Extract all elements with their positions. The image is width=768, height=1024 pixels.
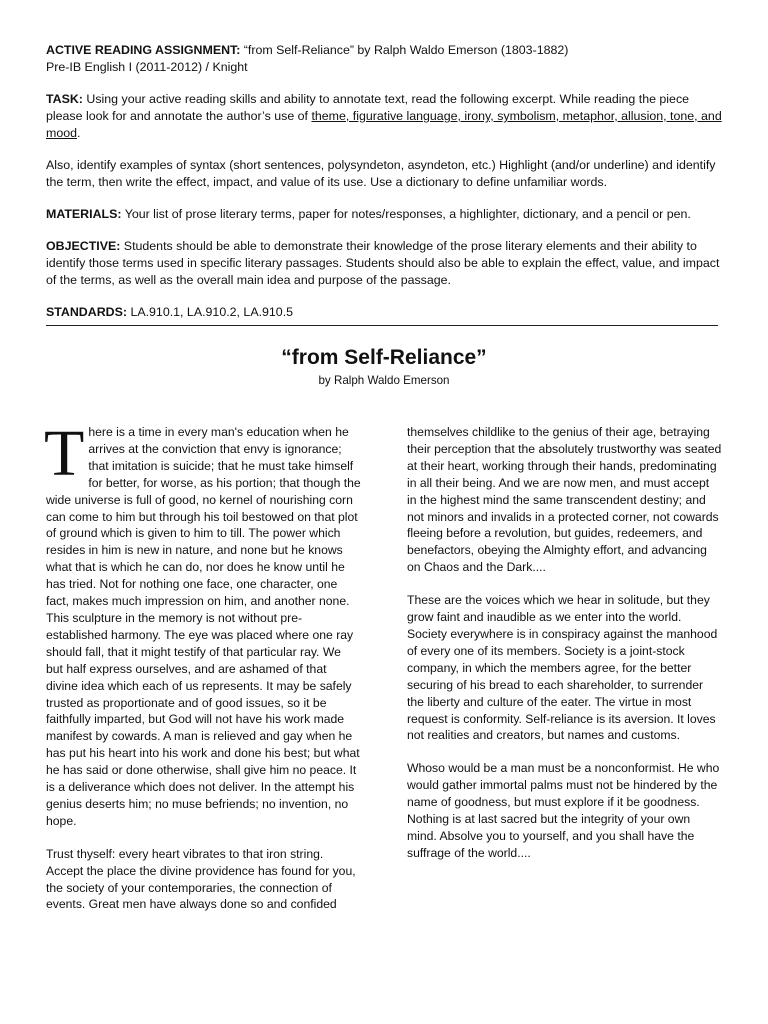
materials-label: MATERIALS: xyxy=(46,207,122,221)
essay-paragraph-1-text: here is a time in every man's education when he arrives at the conviction that envy is ignorance; that imitation is suicide; that he must take himself for better, for worse, as his portion; that though the wide universe is full of good, no kernel of nourishing corn can come to him but through his toil bestowed on that plot of ground which is given to him to till. The power which resides in him is new in nature, and none but he knows what that is which he can do, nor does he know until he has tried. Not for nothing one face, one character, one fact, makes much impression on him, and another none. This sculpture in the memory is not without pre-established harmony. The eye was placed where one ray should fall, that it might testify of that particular ray. We but half express ourselves, and are ashamed of that divine idea which each of us represents. It may be safely trusted as proportionate and of good issues, so it be faithfully imparted, but God will not have his work made manifest by cowards. A man is relieved and gay when he has put his heart into his work and done his best; but what he has said or done otherwise, shall give him no peace. It is a deliverance which does not deliver. In the attempt his genius deserts him; no muse befriends; no invention, no hope. xyxy=(46,425,361,828)
materials-paragraph xyxy=(46,206,722,223)
essay-paragraph-2: Trust thyself: every heart vibrates to that iron string. Accept the place the divine providence has found for you, the society of your contemporaries, the connection of events. Great men have always done so and confided xyxy=(46,846,356,912)
essay-byline: by Ralph Waldo Emerson xyxy=(318,374,450,387)
materials-text: Your list of prose literary terms, paper for notes/responses, a highlighter, dictionary, and a pencil or pen. xyxy=(121,207,691,221)
syntax-paragraph: Also, identify examples of syntax (short sentences, polysyndeton, asyndeton, etc.) Highlight (and/or underline) and identify the term, then write the effect, impact, and value of its use. Use a dictionary to define unfamiliar words. xyxy=(46,158,716,189)
standards-paragraph xyxy=(46,304,722,321)
standards-label: STANDARDS: xyxy=(46,305,127,319)
assignment-title: “from Self-Reliance” by Ralph Waldo Emerson (1803-1882) xyxy=(240,43,569,57)
essay-paragraph-3: themselves childlike to the genius of their age, betraying their perception that the absolutely trustworthy was seated at their heart, working through their hands, predominating in all their being. And we are now men, and must accept in the highest mind the same transcendent destiny; and not minors and invalids in a protected corner, not cowards fleeing before a revolution, but guides, redeemers, and benefactors, obeying the Almighty effort, and advancing on Chaos and the Dark.... xyxy=(407,425,722,575)
task-label: TASK: xyxy=(46,92,83,106)
course-line: Pre-IB English I (2011-2012) / Knight xyxy=(46,60,248,74)
essay-paragraph-5: Whoso would be a man must be a nonconformist. He who would gather immortal palms must not be hindered by the name of goodness, but must explore if it be goodness. Nothing is at last sacred but the integrity of your own mind. Absolve you to yourself, and you shall have the suffrage of the world.... xyxy=(407,761,720,860)
drop-cap: T xyxy=(44,417,85,490)
task-text: Using your active reading skills and ability to annotate text, read the following excerpt. While reading the piece please look for and annotate the author’s use of xyxy=(46,92,690,123)
section-divider xyxy=(46,324,718,326)
essay-columns xyxy=(44,417,722,929)
objective-text: Students should be able to demonstrate their knowledge of the prose literary elements and their ability to identify those terms used in specific literary passages. Students should also be able to explain the effect, value, and impact of the terms, as well as the overall main idea and purpose of the passage. xyxy=(46,239,720,287)
task-paragraph xyxy=(46,91,722,142)
essay-column-left xyxy=(44,417,361,929)
essay-column-right xyxy=(407,424,722,929)
assignment-label: ACTIVE READING ASSIGNMENT: xyxy=(46,43,241,57)
essay-paragraph-4: These are the voices which we hear in solitude, but they grow faint and inaudible as we enter into the world. Society everywhere is in conspiracy against the manhood of every one of its members. Society is a joint-stock company, in which the members agree, for the better securing of his bread to each shareholder, to surrender the liberty and culture of the eater. The virtue in most request is conformity. Self-reliance is its aversion. It loves not realities and creators, but names and customs. xyxy=(407,593,718,743)
objective-paragraph xyxy=(46,238,722,289)
task-end: . xyxy=(77,126,81,140)
assignment-heading xyxy=(46,42,722,59)
task-underlined-terms: theme, figurative language, irony, symbolism, metaphor, allusion, tone, and mood xyxy=(46,109,722,140)
essay-paragraph-1 xyxy=(44,417,361,830)
assignment-sheet xyxy=(46,42,722,387)
standards-text: LA.910.1, LA.910.2, LA.910.5 xyxy=(127,305,294,319)
essay-title: “from Self-Reliance” xyxy=(281,346,487,369)
objective-label: OBJECTIVE: xyxy=(46,239,121,253)
